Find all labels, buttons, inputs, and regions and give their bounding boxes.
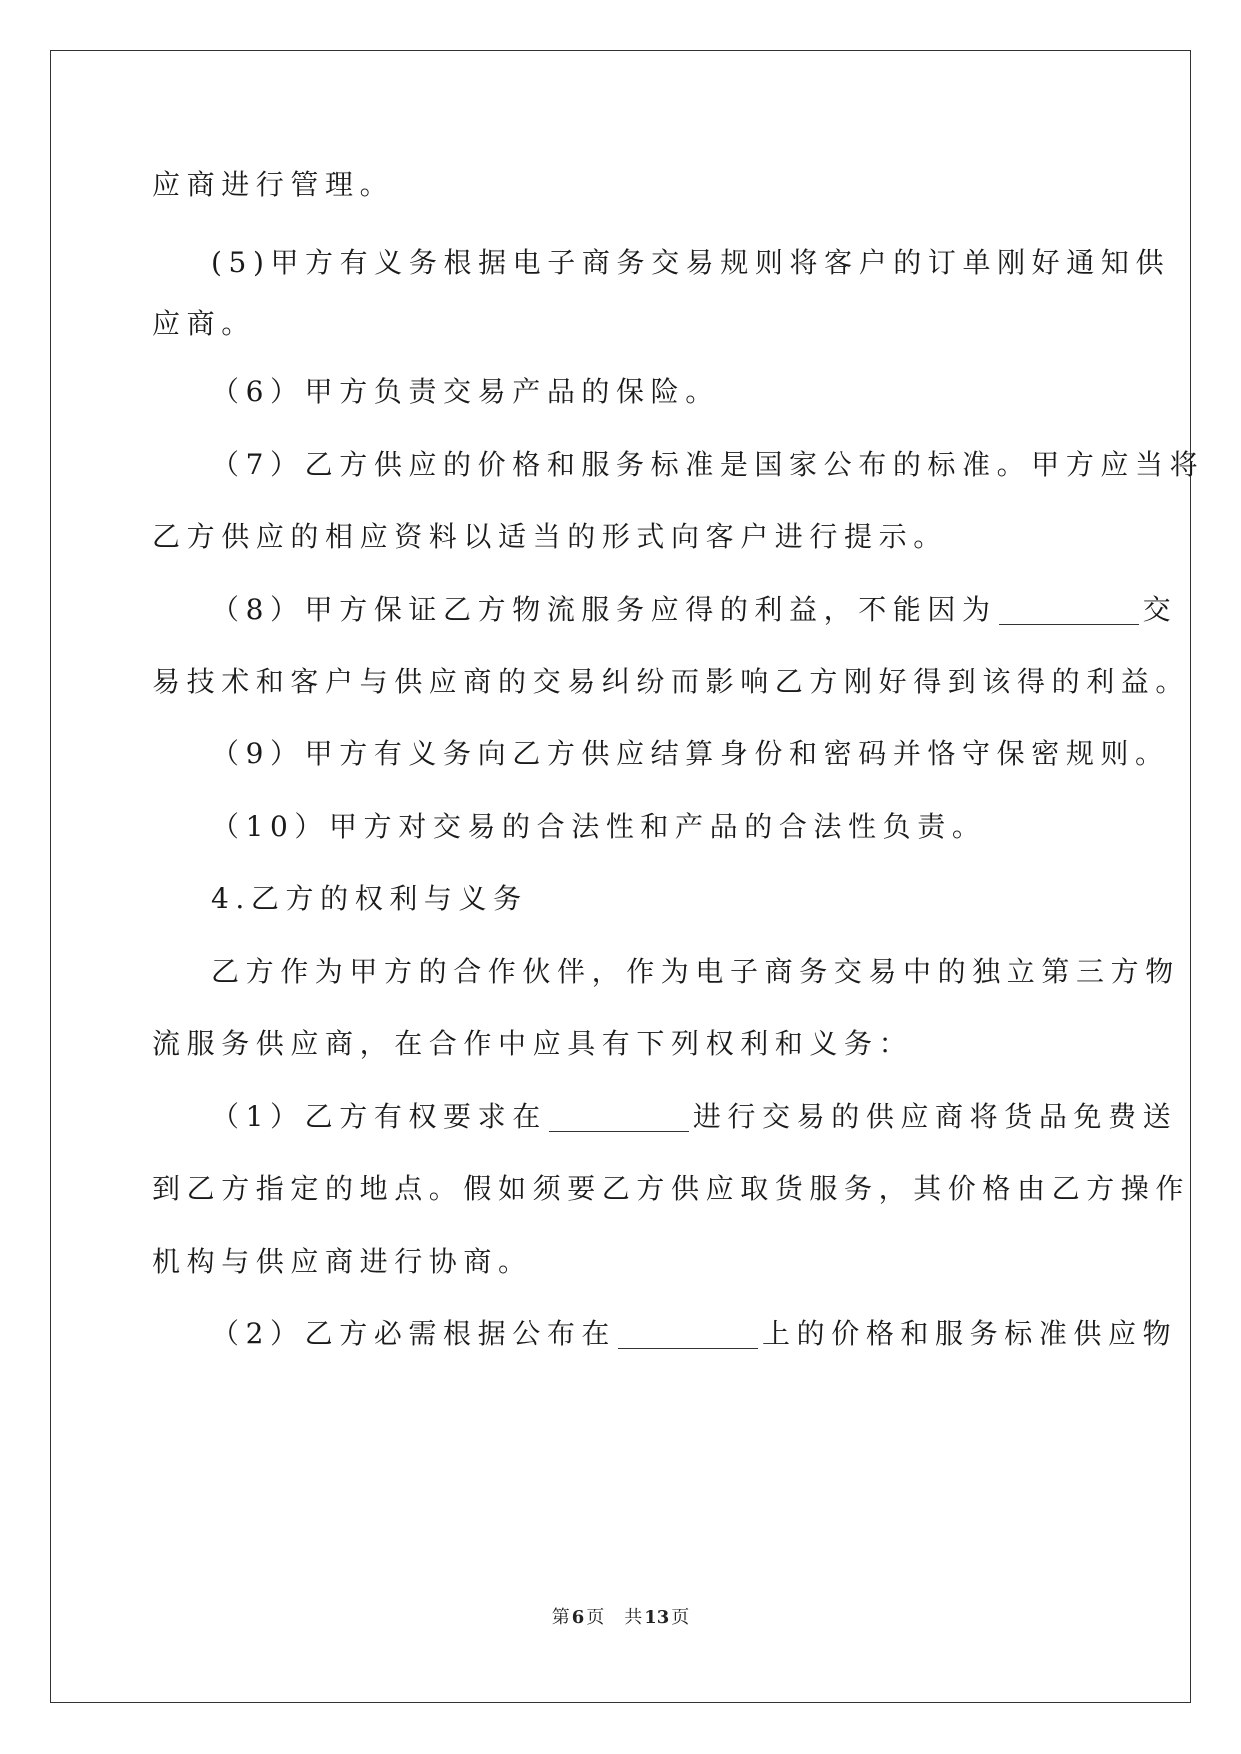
text-line-with-blank	[211, 1097, 1177, 1137]
footer-total-suffix: 页	[671, 1607, 690, 1628]
line-text-after-blank: 进行交易的供应商将货品免费送	[692, 1100, 1178, 1133]
footer-page-word: 页	[586, 1607, 605, 1628]
text-line: 应商。	[152, 307, 256, 340]
text-line-with-blank	[211, 590, 1177, 630]
current-page-number: 6	[571, 1607, 585, 1628]
section-heading: 4.乙方的权利与义务	[211, 882, 528, 915]
fill-in-blank[interactable]	[549, 1103, 689, 1132]
footer-total-prefix: 共	[624, 1607, 643, 1628]
text-line-with-blank	[211, 1314, 1177, 1354]
fill-in-blank[interactable]	[999, 596, 1139, 625]
line-text-after-blank: 交	[1142, 593, 1178, 626]
text-line: （6）甲方负责交易产品的保险。	[211, 375, 720, 408]
line-text-after-blank: 上的价格和服务标准供应物	[762, 1317, 1178, 1350]
text-line: （7）乙方供应的价格和服务标准是国家公布的标准。甲方应当将	[211, 448, 1205, 481]
page-border	[50, 50, 1191, 1703]
fill-in-blank[interactable]	[618, 1320, 758, 1349]
text-line: 乙方供应的相应资料以适当的形式向客户进行提示。	[152, 520, 948, 553]
text-line: 易技术和客户与供应商的交易纠纷而影响乙方刚好得到该得的利益。	[152, 665, 1191, 698]
text-line: 到乙方指定的地点。假如须要乙方供应取货服务，其价格由乙方操作	[152, 1172, 1191, 1205]
page-footer	[0, 1603, 1241, 1629]
text-line: （9）甲方有义务向乙方供应结算身份和密码并恪守保密规则。	[211, 737, 1170, 770]
line-text-before-blank: （8）甲方保证乙方物流服务应得的利益，不能因为	[211, 593, 997, 626]
text-line: (5)甲方有义务根据电子商务交易规则将客户的订单刚好通知供	[211, 246, 1171, 279]
text-line: 流服务供应商，在合作中应具有下列权利和义务：	[152, 1027, 914, 1060]
text-line: 乙方作为甲方的合作伙伴，作为电子商务交易中的独立第三方物	[211, 955, 1180, 988]
text-line: 机构与供应商进行协商。	[152, 1245, 533, 1278]
text-line: （10）甲方对交易的合法性和产品的合法性负责。	[211, 810, 987, 843]
line-text-before-blank: （1）乙方有权要求在	[211, 1100, 547, 1133]
footer-prefix: 第	[551, 1607, 570, 1628]
total-page-count: 13	[644, 1607, 670, 1628]
line-text-before-blank: （2）乙方必需根据公布在	[211, 1317, 617, 1350]
text-line: 应商进行管理。	[152, 168, 395, 201]
